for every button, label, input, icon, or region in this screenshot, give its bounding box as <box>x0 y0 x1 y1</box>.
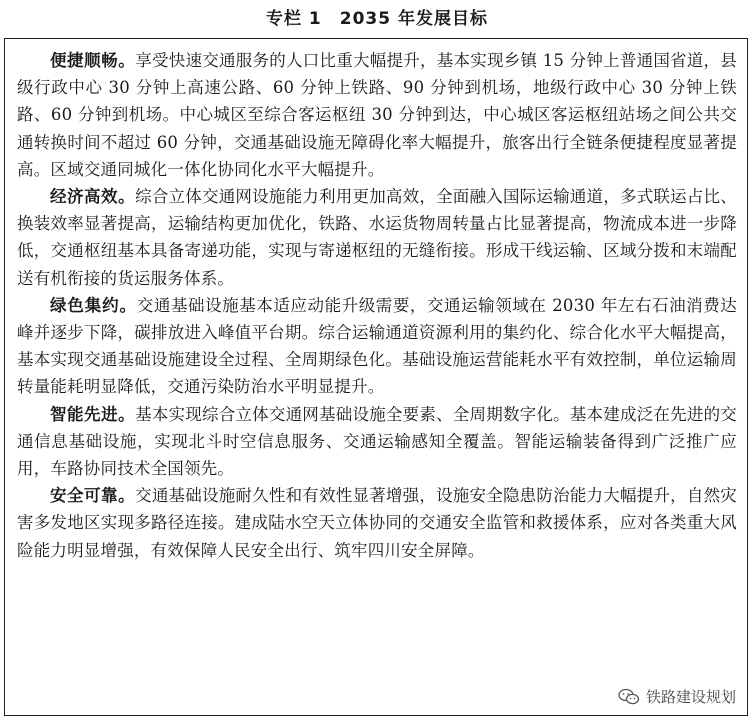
goal-heading: 安全可靠。 <box>50 486 136 506</box>
goal-text: 综合立体交通网设施能力利用更加高效，全面融入国际运输通道，多式联运占比、换装效率显著提高，运输结构更加优化，铁路、水运货物周转量占比显著提高，物流成本进一步降低，交通枢纽基本具备寄递功能，实现与寄递枢纽的无缝衔接。形成干线运输、区域分拨和末端配送有机衔接的货运服务体系。 <box>17 187 738 288</box>
goal-text: 基本实现综合立体交通网基础设施全要素、全周期数字化。基本建成泛在先进的交通信息基础设施，实现北斗时空信息服务、交通运输感知全覆盖。智能运输装备得到广泛推广应用，车路协同技术全国领先。 <box>17 404 738 479</box>
goal-heading: 智能先进。 <box>50 404 136 424</box>
goal-paragraph-smart <box>17 401 737 483</box>
goal-text: 交通基础设施耐久性和有效性显著增强，设施安全隐患防治能力大幅提升，自然灾害多发地区实现多路径连接。建成陆水空天立体协同的交通安全监管和救援体系，应对各类重大风险能力明显增强，有效保障人民安全出行、筑牢四川安全屏障。 <box>17 486 738 560</box>
wechat-icon <box>618 688 640 706</box>
column-box <box>4 38 748 716</box>
goal-paragraph-convenient <box>17 47 737 183</box>
column-title: 专栏 1 2035 年发展目标 <box>266 9 488 29</box>
goal-paragraph-green <box>17 292 737 401</box>
goal-text: 享受快速交通服务的人口比重大幅提升，基本实现乡镇 15 分钟上普通国省道，县级行政中心 30 分钟上高速公路、60 分钟上铁路、90 分钟到机场，地级行政中心 30 分钟上铁路、60 分钟到机场。中心城区至综合客运枢纽 30 分钟到达，中心城区客运枢纽站场之间公共交通转换时间不超过 60 分钟，交通基础设施无障碍化率大幅提升，旅客出行全链条便捷程度显著提高。区域交通同城化一体化协同化水平大幅提升。 <box>17 51 738 179</box>
watermark <box>614 684 740 709</box>
goal-text: 交通基础设施基本适应动能升级需要，交通运输领域在 2030 年左右石油消费达峰并逐步下降，碳排放进入峰值平台期。综合运输通道资源利用的集约化、综合化水平大幅提高，基本实现交通基础设施建设全过程、全周期绿色化。基础设施运营能耗水平有效控制，单位运输周转量能耗明显降低，交通污染防治水平明显提升。 <box>17 295 738 397</box>
goal-heading: 便捷顺畅。 <box>50 51 136 70</box>
watermark-text: 铁路建设规划 <box>645 688 736 706</box>
goal-paragraph-safe <box>17 482 737 564</box>
goal-paragraph-efficient <box>17 183 737 292</box>
goal-heading: 经济高效。 <box>50 187 136 207</box>
goal-heading: 绿色集约。 <box>50 295 137 315</box>
